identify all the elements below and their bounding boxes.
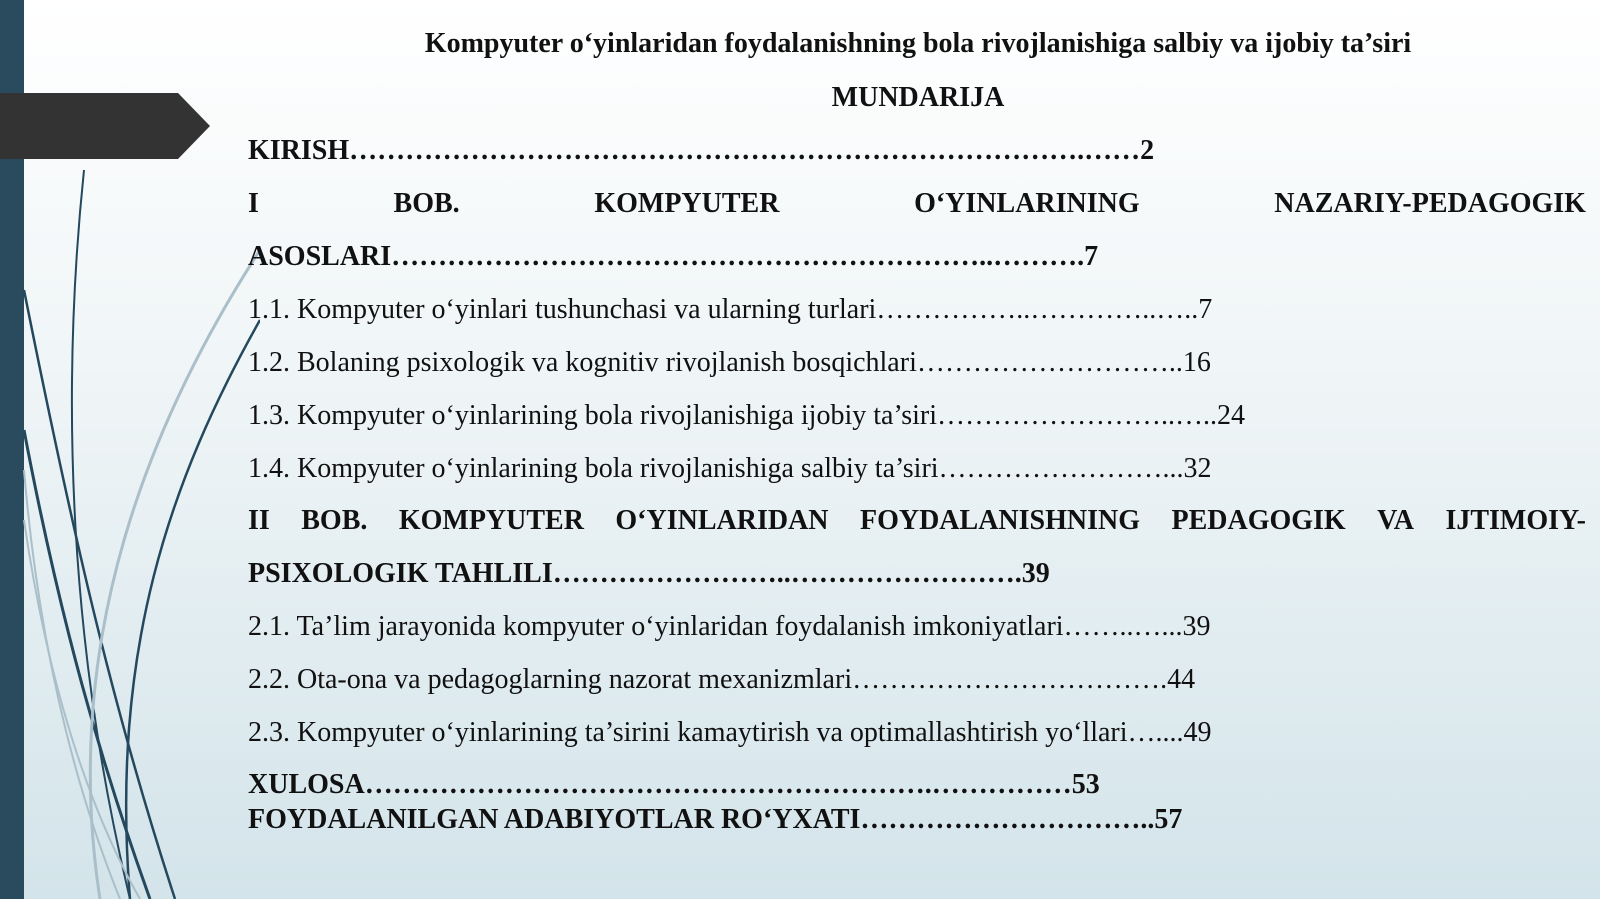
toc-bob1-title	[248, 186, 1586, 222]
toc-section-2-3: 2.3. Kompyuter o‘yinlarining ta’sirini kamaytirish va optimallashtirish yo‘llari…....49	[248, 717, 1212, 748]
slide-title: Kompyuter o‘yinlaridan foydalanishning bola rivojlanishiga salbiy va ijobiy ta’siri	[424, 28, 1412, 59]
toc-word: VA	[1377, 505, 1414, 536]
toc-heading: MUNDARIJA	[831, 82, 1005, 113]
toc-word: NAZARIY-PEDAGOGIK	[1274, 188, 1586, 219]
toc-word: FOYDALANISHNING	[859, 505, 1141, 536]
toc-word: BOB.	[393, 188, 460, 219]
toc-word: KOMPYUTER	[398, 505, 584, 536]
toc-word: PEDAGOGIK	[1171, 505, 1346, 536]
toc-bob2-title	[248, 503, 1586, 539]
toc-word: KOMPYUTER	[594, 188, 780, 219]
toc-word: IJTIMOIY-	[1445, 505, 1586, 536]
toc-xulosa: XULOSA…………………………………………………….……………53	[248, 769, 1100, 800]
toc-section-2-2: 2.2. Ota-ona va pedagoglarning nazorat mexanizmlari…………………………….44	[248, 664, 1196, 695]
toc-word: O‘YINLARIDAN	[615, 505, 829, 536]
toc-section-2-1: 2.1. Ta’lim jarayonida kompyuter o‘yinlaridan foydalanish imkoniyatlari……..…...39	[248, 611, 1211, 642]
toc-word: I	[248, 188, 259, 219]
arrow-tab	[0, 93, 210, 159]
toc-word: II	[248, 505, 270, 536]
toc-section-1-4: 1.4. Kompyuter o‘yinlarining bola rivojlanishiga salbiy ta’siri……………………...32	[248, 453, 1212, 484]
toc-section-1-3: 1.3. Kompyuter o‘yinlarining bola rivojlanishiga ijobiy ta’siri……………………..…..24	[248, 400, 1246, 431]
toc-adabiyotlar: FOYDALANILGAN ADABIYOTLAR RO‘YXATI…………………………..57	[248, 804, 1183, 835]
toc-word: BOB.	[301, 505, 368, 536]
toc-bob1-cont: ASOSLARI………………………………………………………..……….7	[248, 241, 1099, 272]
toc-bob2-cont: PSIXOLOGIK TAHLILI……………………..…………………….39	[248, 558, 1050, 589]
toc-word: O‘YINLARINING	[914, 188, 1140, 219]
toc-kirish: KIRISH…………………………………………………………………….……2	[248, 135, 1155, 166]
toc-section-1-2: 1.2. Bolaning psixologik va kognitiv rivojlanish bosqichlari………………………..16	[248, 347, 1211, 378]
toc-section-1-1: 1.1. Kompyuter o‘yinlari tushunchasi va ularning turlari……………..…………..…..7	[248, 294, 1213, 325]
